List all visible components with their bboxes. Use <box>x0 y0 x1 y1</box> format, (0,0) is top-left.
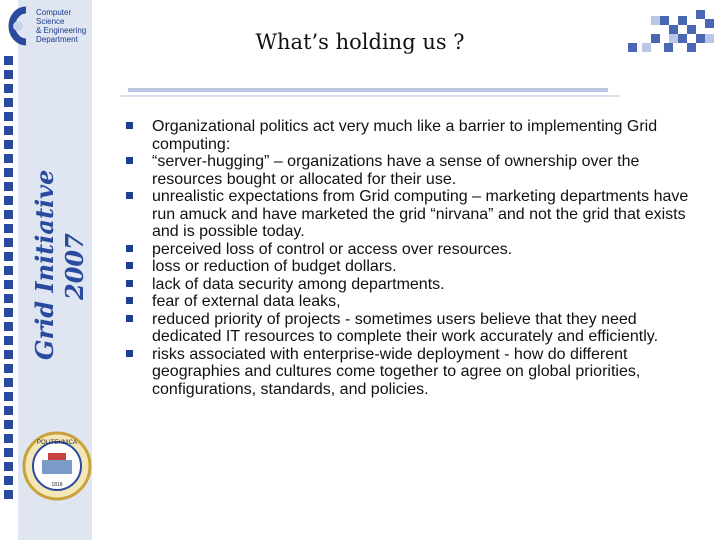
department-logo <box>2 2 90 50</box>
list-item <box>118 241 698 259</box>
bullet-square-icon <box>126 245 133 252</box>
list-item <box>118 276 698 294</box>
bullet-text: reduced priority of projects - sometimes users believe that they need dedicated IT resources to complete their work accurately and efficiently. <box>152 310 659 345</box>
list-item <box>118 118 698 153</box>
title-divider <box>128 88 608 92</box>
list-item <box>118 311 698 346</box>
bullet-square-icon <box>126 350 133 357</box>
sidebar <box>0 0 92 540</box>
grid-initiative-label <box>10 160 110 360</box>
bullet-square-icon <box>126 280 133 287</box>
bullet-text: lack of data security among departments. <box>152 275 445 293</box>
seal-text: POLITEHNICA <box>36 440 78 446</box>
logo-line-1: Computer Science <box>36 8 72 26</box>
logo-text <box>36 8 90 44</box>
university-seal-icon <box>22 428 92 504</box>
vertical-year: 2007 <box>60 233 89 300</box>
vertical-title: Grid Initiative <box>30 169 59 360</box>
department-logo-icon <box>2 2 32 50</box>
bullet-text: loss or reduction of budget dollars. <box>152 258 397 275</box>
title-divider-secondary <box>120 95 620 97</box>
list-item <box>118 258 698 276</box>
bullet-square-icon <box>126 122 133 129</box>
list-item <box>118 293 698 311</box>
list-item <box>118 188 698 241</box>
bullet-text: Organizational politics act very much like a barrier to implementing Grid computing: <box>152 118 658 153</box>
bullet-square-icon <box>126 297 133 304</box>
bullet-text: risks associated with enterprise-wide deployment - how do different geographies and cultures come together to agree on global priorities, configurations, standards, and policies. <box>152 345 641 398</box>
bullet-square-icon <box>126 192 133 199</box>
logo-line-3: Department <box>36 35 78 44</box>
list-item <box>118 153 698 188</box>
bullet-square-icon <box>126 262 133 269</box>
bullet-square-icon <box>126 315 133 322</box>
slide-title: What’s holding us ? <box>255 30 465 54</box>
bullet-text: unrealistic expectations from Grid computing – marketing departments have run amuck and have marketed the grid “nirvana” and not the grid that exists and is possible today. <box>152 188 689 240</box>
bullet-square-icon <box>126 157 133 164</box>
bullet-text: fear of external data leaks, <box>152 293 341 310</box>
bullet-text: perceived loss of control or access over resources. <box>152 240 513 258</box>
list-item <box>118 346 698 399</box>
bullet-text: “server-hugging” – organizations have a sense of ownership over the resources bought or allocated for their use. <box>152 153 640 188</box>
bullet-list <box>118 118 698 398</box>
checker-decoration-icon <box>624 10 720 56</box>
logo-line-2: & Engineering <box>36 26 87 35</box>
seal-year: 1818 <box>51 482 63 488</box>
